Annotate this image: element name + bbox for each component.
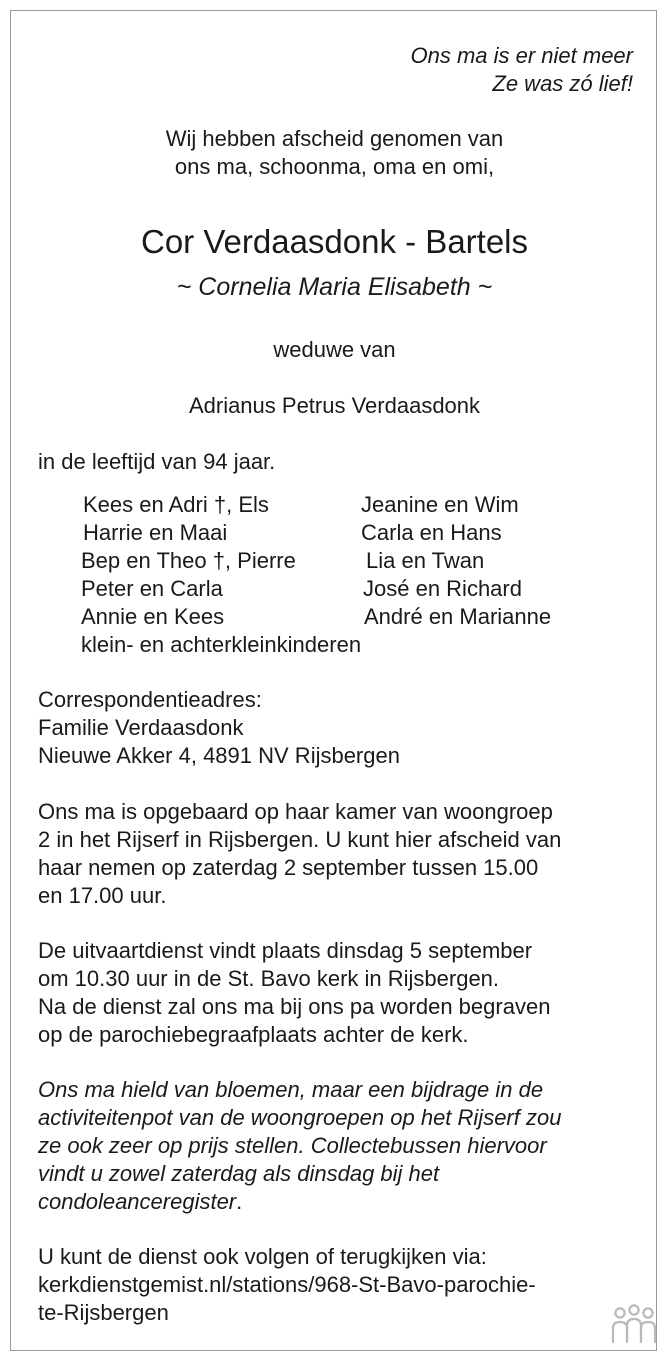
- viewing-line-3: haar nemen op zaterdag 2 september tussen 15.00: [38, 855, 539, 880]
- intro-line-2: ons ma, schoonma, oma en omi,: [174, 154, 495, 179]
- family-right-4: José en Richard: [363, 576, 522, 601]
- family-left-4: Peter en Carla: [81, 576, 223, 601]
- flowers-period: .: [236, 1189, 243, 1214]
- family-right-2: Carla en Hans: [361, 520, 502, 545]
- age-line: in de leeftijd van 94 jaar.: [38, 449, 276, 474]
- flowers-line-3: ze ook zeer op prijs stellen. Collectebussen hiervoor: [38, 1133, 547, 1158]
- stream-link-2[interactable]: te-Rijsbergen: [38, 1300, 169, 1325]
- family-left-5: Annie en Kees: [81, 604, 225, 629]
- flowers-line-2: activiteitenpot van de woongroepen op het Rijserf zou: [38, 1105, 562, 1130]
- flowers-line-5: [38, 1188, 242, 1216]
- flowers-line-4: vindt u zowel zaterdag als dinsdag bij het: [38, 1161, 440, 1186]
- family-right-1: Jeanine en Wim: [361, 492, 519, 517]
- deceased-name: Cor Verdaasdonk - Bartels: [140, 223, 529, 260]
- family-right-5: André en Marianne: [364, 604, 552, 629]
- flowers-line-5-text: condoleanceregister: [38, 1189, 237, 1214]
- spouse-name: Adrianus Petrus Verdaasdonk: [188, 393, 481, 418]
- correspondence-label: Correspondentieadres:: [38, 687, 262, 712]
- family-left-1: Kees en Adri †, Els: [83, 492, 269, 517]
- grandchildren-line: klein- en achterkleinkinderen: [81, 632, 362, 657]
- viewing-line-2: 2 in het Rijserf in Rijsbergen. U kunt hier afscheid van: [38, 827, 562, 852]
- viewing-line-1: Ons ma is opgebaard op haar kamer van woongroep: [38, 799, 553, 824]
- family-logo-icon: [611, 1304, 657, 1344]
- service-line-1: De uitvaartdienst vindt plaats dinsdag 5 september: [38, 938, 533, 963]
- family-right-3: Lia en Twan: [366, 548, 485, 573]
- correspondence-address: Nieuwe Akker 4, 4891 NV Rijsbergen: [38, 743, 400, 768]
- family-left-3: Bep en Theo †, Pierre: [81, 548, 296, 573]
- widow-of-label: weduwe van: [273, 337, 396, 362]
- intro-line-1: Wij hebben afscheid genomen van: [165, 126, 504, 151]
- stream-line-1: U kunt de dienst ook volgen of terugkijken via:: [38, 1244, 487, 1269]
- service-line-3: Na de dienst zal ons ma bij ons pa worden begraven: [38, 994, 551, 1019]
- family-left-2: Harrie en Maai: [83, 520, 228, 545]
- given-names: ~ Cornelia Maria Elisabeth ~: [176, 273, 493, 301]
- service-line-2: om 10.30 uur in de St. Bavo kerk in Rijsbergen.: [38, 966, 500, 991]
- motto-line-2: Ze was zó lief!: [492, 71, 633, 96]
- motto-line-1: Ons ma is er niet meer: [410, 43, 633, 68]
- viewing-line-4: en 17.00 uur.: [38, 883, 167, 908]
- flowers-line-1: Ons ma hield van bloemen, maar een bijdrage in de: [38, 1077, 544, 1102]
- correspondence-family: Familie Verdaasdonk: [38, 715, 244, 740]
- service-line-4: op de parochiebegraafplaats achter de kerk.: [38, 1022, 469, 1047]
- stream-link-1[interactable]: kerkdienstgemist.nl/stations/968-St-Bavo-parochie-: [38, 1272, 536, 1297]
